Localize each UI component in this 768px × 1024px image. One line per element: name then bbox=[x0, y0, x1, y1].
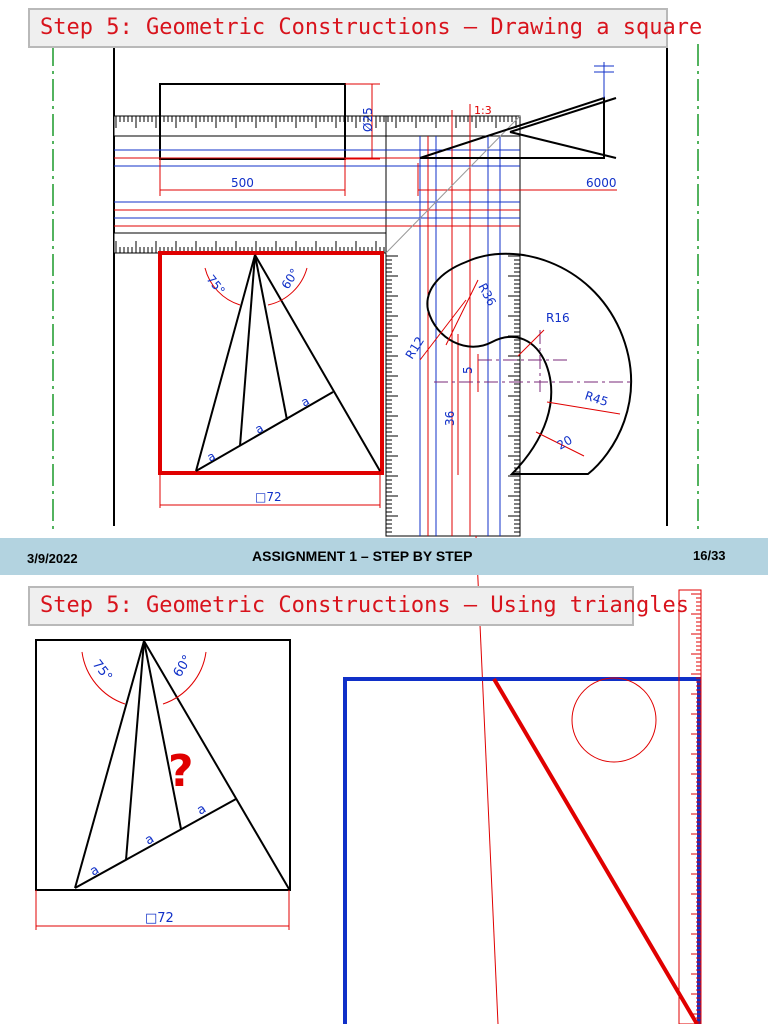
slide2-title: Step 5: Geometric Constructions – Using triangles bbox=[28, 586, 634, 626]
dim-r45: R45 bbox=[583, 388, 610, 410]
segment-a-1: a bbox=[204, 448, 218, 465]
segment-a-4: a bbox=[87, 862, 102, 880]
blue-grid bbox=[114, 136, 520, 536]
dim-diameter-25: Ø25 bbox=[361, 107, 375, 132]
segment-a-5: a bbox=[142, 831, 157, 849]
dim-500: 500 bbox=[231, 176, 254, 190]
hook-centerlines bbox=[434, 330, 630, 392]
footer-date: 3/9/2022 bbox=[27, 551, 78, 566]
dim-square-72: □72 bbox=[255, 490, 282, 504]
footer-title: ASSIGNMENT 1 – STEP BY STEP bbox=[252, 548, 473, 564]
horizontal-ruler bbox=[114, 116, 520, 253]
triangle-sketch bbox=[420, 62, 616, 158]
slide-footer bbox=[0, 538, 768, 575]
angle-60-2: 60° bbox=[170, 652, 196, 681]
footer-page-number: 16/33 bbox=[693, 548, 726, 563]
dim-20: 20 bbox=[554, 432, 575, 453]
question-mark: ? bbox=[168, 746, 194, 797]
angle-75-2: 75° bbox=[88, 657, 115, 685]
angle-75: 75° bbox=[203, 272, 228, 298]
slide1-title: Step 5: Geometric Constructions – Drawing a square bbox=[28, 8, 668, 48]
dim-r12: R12 bbox=[402, 334, 428, 362]
square-outline-2 bbox=[36, 640, 290, 890]
dim-r16: R16 bbox=[546, 311, 570, 325]
dim-square-72-2: □72 bbox=[145, 911, 174, 926]
segment-a-6: a bbox=[194, 801, 209, 819]
dim-6000: 6000 bbox=[586, 176, 617, 190]
dim-r36: R36 bbox=[475, 280, 499, 309]
segment-a-3: a bbox=[298, 393, 312, 410]
dim-5: 5 bbox=[461, 366, 475, 374]
dim-36: 36 bbox=[443, 410, 457, 426]
set-square-frame bbox=[345, 590, 701, 1024]
dim-ratio: 1:3 bbox=[474, 104, 492, 117]
segment-a-2: a bbox=[252, 420, 266, 437]
angle-60: 60° bbox=[278, 266, 302, 292]
red-square bbox=[160, 253, 382, 473]
